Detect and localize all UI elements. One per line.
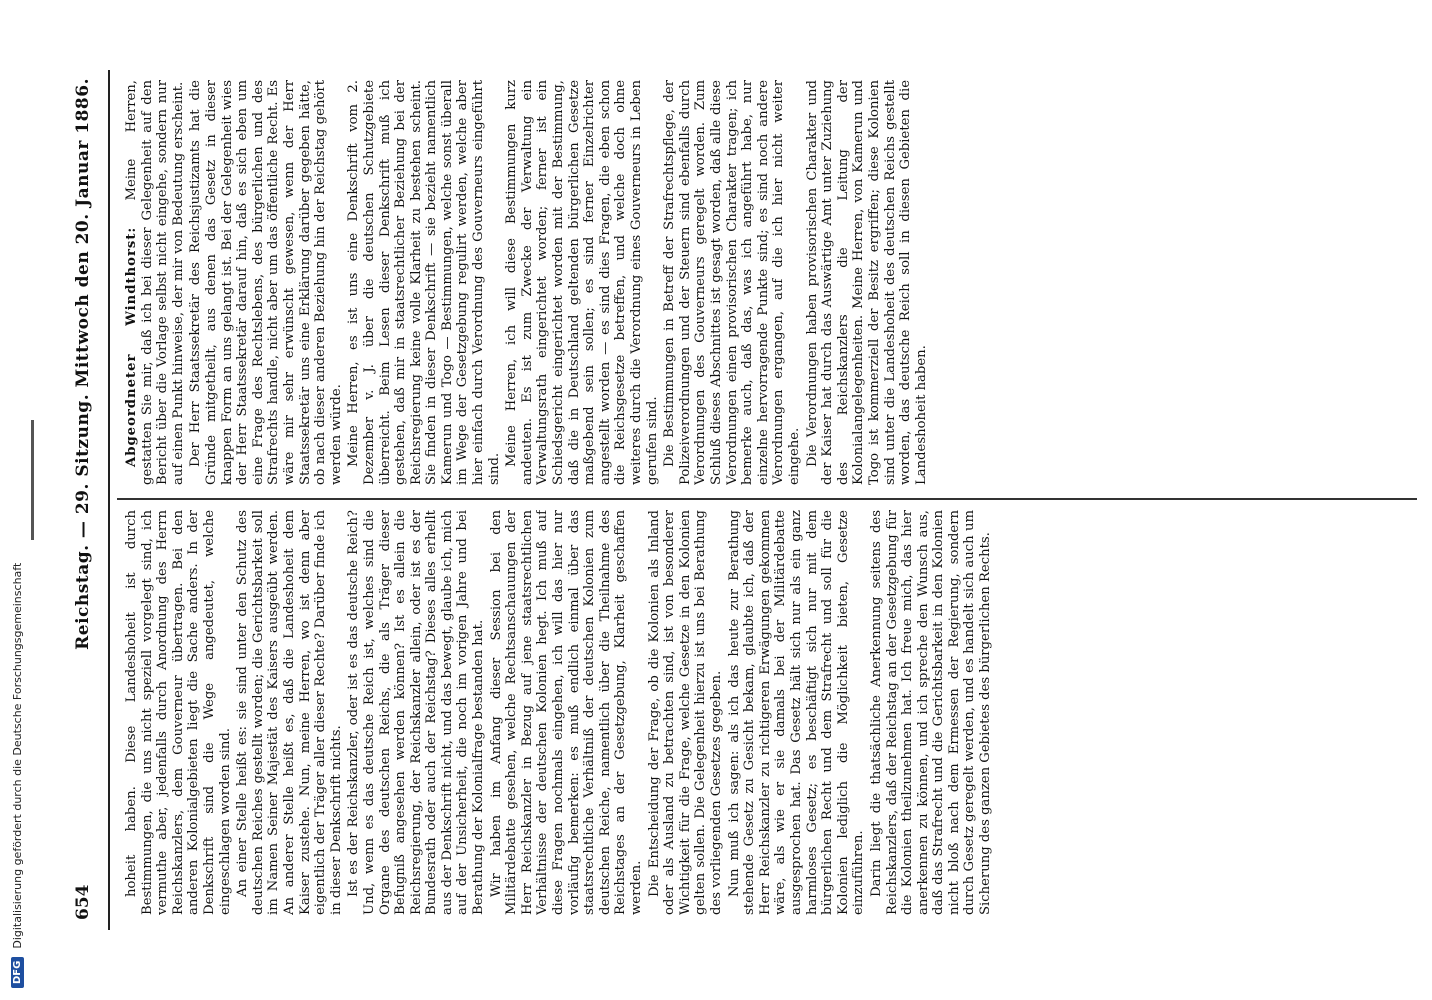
paragraph-text: Die Entscheidung der Frage, ob die Kolonien als Inland oder als Ausland zu betrachten sind, ist von besonderer Wichtigkeit für die Frage, welche Gesetze in den Kolonien gelten sollen. Die Gelegenheit hierzu ist uns bei Berathung des vorliegenden Gesetzes gegeben. <box>646 510 724 915</box>
paragraph <box>235 510 344 915</box>
paragraph <box>188 80 344 485</box>
paragraph-text: Die Verordnungen haben provisorischen Charakter und der Kaiser hat durch das Auswärtige Amt unter Zuziehung des Reichskanzlers die Leitung der Kolonialangelegenheiten. Meine Herren, von Kamerun und Togo ist kommerziell der Besitz ergriffen; diese Kolonien sind unter die Landeshoheit des deutschen Reichs gestellt worden, das deutsche Reich soll in diesen Gebieten die Landeshoheit haben. <box>804 80 929 485</box>
paragraph <box>662 80 802 485</box>
paragraph-text: Nun muß ich sagen: als ich das heute zur Berathung stehende Gesetz zu Gesicht bekam, glaubte ich, daß der Herr Reichskanzler zu richtigeren Erwägungen gekommen wäre, als wie er sie damals bei der Militärdebatte ausgesprochen hat. Das Gesetz hält sich nur als ein ganz harmloses Gesetz; es beschäftigt sich nur mit dem bürgerlichen Recht und dem Strafrecht und soll für die Kolonien lediglich die Möglichkeit bieten, Gesetze einzuführen. <box>726 510 867 915</box>
paragraph-text: hoheit haben. Diese Landeshoheit ist durch Bestimmungen, die uns nicht speziell vorgelegt sind, ich vermuthe aber, jedenfalls durch Anordnung des Herrn Reichskanzlers, dem Gouverneur übertragen. Bei den anderen Kolonialgebieten liegt die Sache anders. In der Denkschrift sind die Wege angedeutet, welche eingeschlagen worden sind. <box>124 510 233 915</box>
page-header <box>66 78 100 920</box>
paragraph-text: Darin liegt die thatsächliche Anerkennung seitens des Reichskanzlers, daß der Reichstag an der Gesetzgebung für die Kolonien theilzunehmen hat. Ich freue mich, das hier anerkennen zu können, und ich spreche den Wunsch aus, daß das Strafrecht und die Gerichtsbarkeit in den Kolonien nicht bloß nach dem Ermessen der Regierung, sondern durch Gesetz geregelt werden, und es handelt sich auch um Sicherung des ganzen Gebietes des bürgerlichen Rechts. <box>868 510 994 915</box>
column-divider <box>117 498 1417 500</box>
digitization-credit <box>2 0 32 1000</box>
paragraph-text: An einer Stelle heißt es: sie sind unter den Schutz des deutschen Reiches gestellt worden; die Gerichtsbarkeit soll im Namen Seiner Majestät des Kaisers ausgeübt werden. An anderer Stelle heißt es, daß die Landeshoheit dem Kaiser zustehe. Nun, meine Herren, wo ist denn aber eigentlich der Träger aller dieser Rechte? Darüber finde ich in dieser Denkschrift nichts. <box>235 510 344 915</box>
paragraph-text: Der Herr Staatssekretär des Reichsjustizamts hat die Gründe mitgetheilt, aus denen das Gesetz in dieser knappen Form an uns gelangt ist. Bei der Gelegenheit wies der Herr Staatssekretär darauf hin, daß es sich eben um eine Frage des Rechtslebens, des bürgerlichen und des Strafrechts handle, nicht aber um das öffentliche Recht. Es wäre mir sehr erwünscht gewesen, wenn der Herr Staatssekretär uns eine Erklärung darüber gegeben hätte, ob nach dieser anderen Beziehung hin der Reichstag gehört werden würde. <box>188 80 344 485</box>
credit-text: Digitalisierung gefördert durch die Deutsche Forschungsgemeinschaft <box>10 562 24 949</box>
paragraph <box>504 80 660 485</box>
paragraph <box>489 510 645 915</box>
paragraph <box>869 510 994 915</box>
paragraph-text: Meine Herren, es ist uns eine Denkschrift vom 2. Dezember v. J. über die deutschen Schutzgebiete überreicht. Beim Lesen dieser Denkschrift muß ich gestehen, daß mir in staatsrechtlicher Beziehung bei der Reichsregierung keine volle Klarheit zu bestehen scheint. Sie finden in dieser Denkschrift — sie bezieht namentlich Kamerun und Togo — Bestimmungen, welche sonst überall im Wege der Gesetzgebung regulirt werden, welche aber hier einfach durch Verordnung des Gouverneurs eingeführt sind. <box>346 80 502 485</box>
text-column-left <box>124 80 1414 485</box>
text-column-right <box>124 510 1414 915</box>
speaker-name: Abgeordneter Windthorst: <box>124 226 139 467</box>
page-running-title: Reichstag. — 29. Sitzung. Mittwoch den 20. Januar 1886. <box>73 78 93 650</box>
paragraph-text: Wir haben im Anfang dieser Session bei den Militärdebatte gesehen, welche Rechtsanschauungen der Herr Reichskanzler in Bezug auf jene staatsrechtlichen Verhältnisse der deutschen Kolonien hegt. Ich muß auf diese Fragen nochmals eingehen, ich will das hier nur vorläufig bemerken: es muß endlich einmal über das staatsrechtliche Verhältniß der deutschen Kolonien zum deutschen Reiche, namentlich über die Theilnahme des Reichstages an der Gesetzgebung, Klarheit geschaffen werden. <box>488 510 644 915</box>
dfg-logo-icon: DFG <box>11 957 24 988</box>
paragraph <box>124 510 233 915</box>
paragraph-text: Meine Herren, gestatten Sie mir, daß ich bei dieser Gelegenheit auf den Bericht über die Vorlage selbst nicht eingehe, sondern nur auf einen Punkt hinweise, der mir von Bedeutung erscheint. <box>124 80 186 485</box>
paragraph <box>727 510 867 915</box>
paragraph <box>805 80 930 485</box>
paragraph <box>124 80 186 485</box>
paragraph-text: Ist es der Reichskanzler, oder ist es das deutsche Reich? Und, wenn es das deutsche Reich ist, welches sind die Organe des deutschen Reichs, die als Träger dieser Befugniß angesehen werden können? Ist es allein die Reichsregierung, der Reichskanzler allein, oder ist es der Bundesrath oder auch der Reichstag? Dieses alles erhellt aus der Denkschrift nicht, und das bewegt, glaube ich, mich auf der Unsicherheit, die noch im vorigen Jahre und bei Berathung der Kolonialfrage bestanden hat. <box>346 510 487 915</box>
paragraph <box>346 80 502 485</box>
paragraph-text: Meine Herren, ich will diese Bestimmungen kurz andeuten. Es ist zum Zwecke der Verwaltung ein Verwaltungsrath eingerichtet worden; ferner ist ein Schiedsgericht eingerichtet worden mit der Bestimmung, daß die in Deutschland geltenden bürgerlichen Gesetze maßgebend sein sollen; es sind ferner Einzelrichter angestellt worden — es sind dies Fragen, die eben schon die Reichsgesetze betreffen, und welche doch ohne weiteres durch die Verordnung eines Gouverneurs in Leben gerufen sind. <box>504 80 660 485</box>
paragraph <box>346 510 486 915</box>
paragraph <box>647 510 725 915</box>
page-number: 654 <box>73 884 93 920</box>
header-rule <box>108 70 110 930</box>
paragraph-text: Die Bestimmungen in Betreff der Strafrechtspflege, der Polizeiverordnungen und der Steuern sind ebenfalls durch Verordnungen des Gouverneurs geregelt worden. Zum Schluß dieses Abschnittes ist gesagt worden, daß alle diese Verordnungen einen provisorischen Charakter tragen; ich bemerke auch, daß das, was ich angeführt habe, nur einzelne hervorragende Punkte sind; es sind noch andere Verordnungen ergangen, auf die ich hier nicht weiter eingehe. <box>662 80 802 485</box>
